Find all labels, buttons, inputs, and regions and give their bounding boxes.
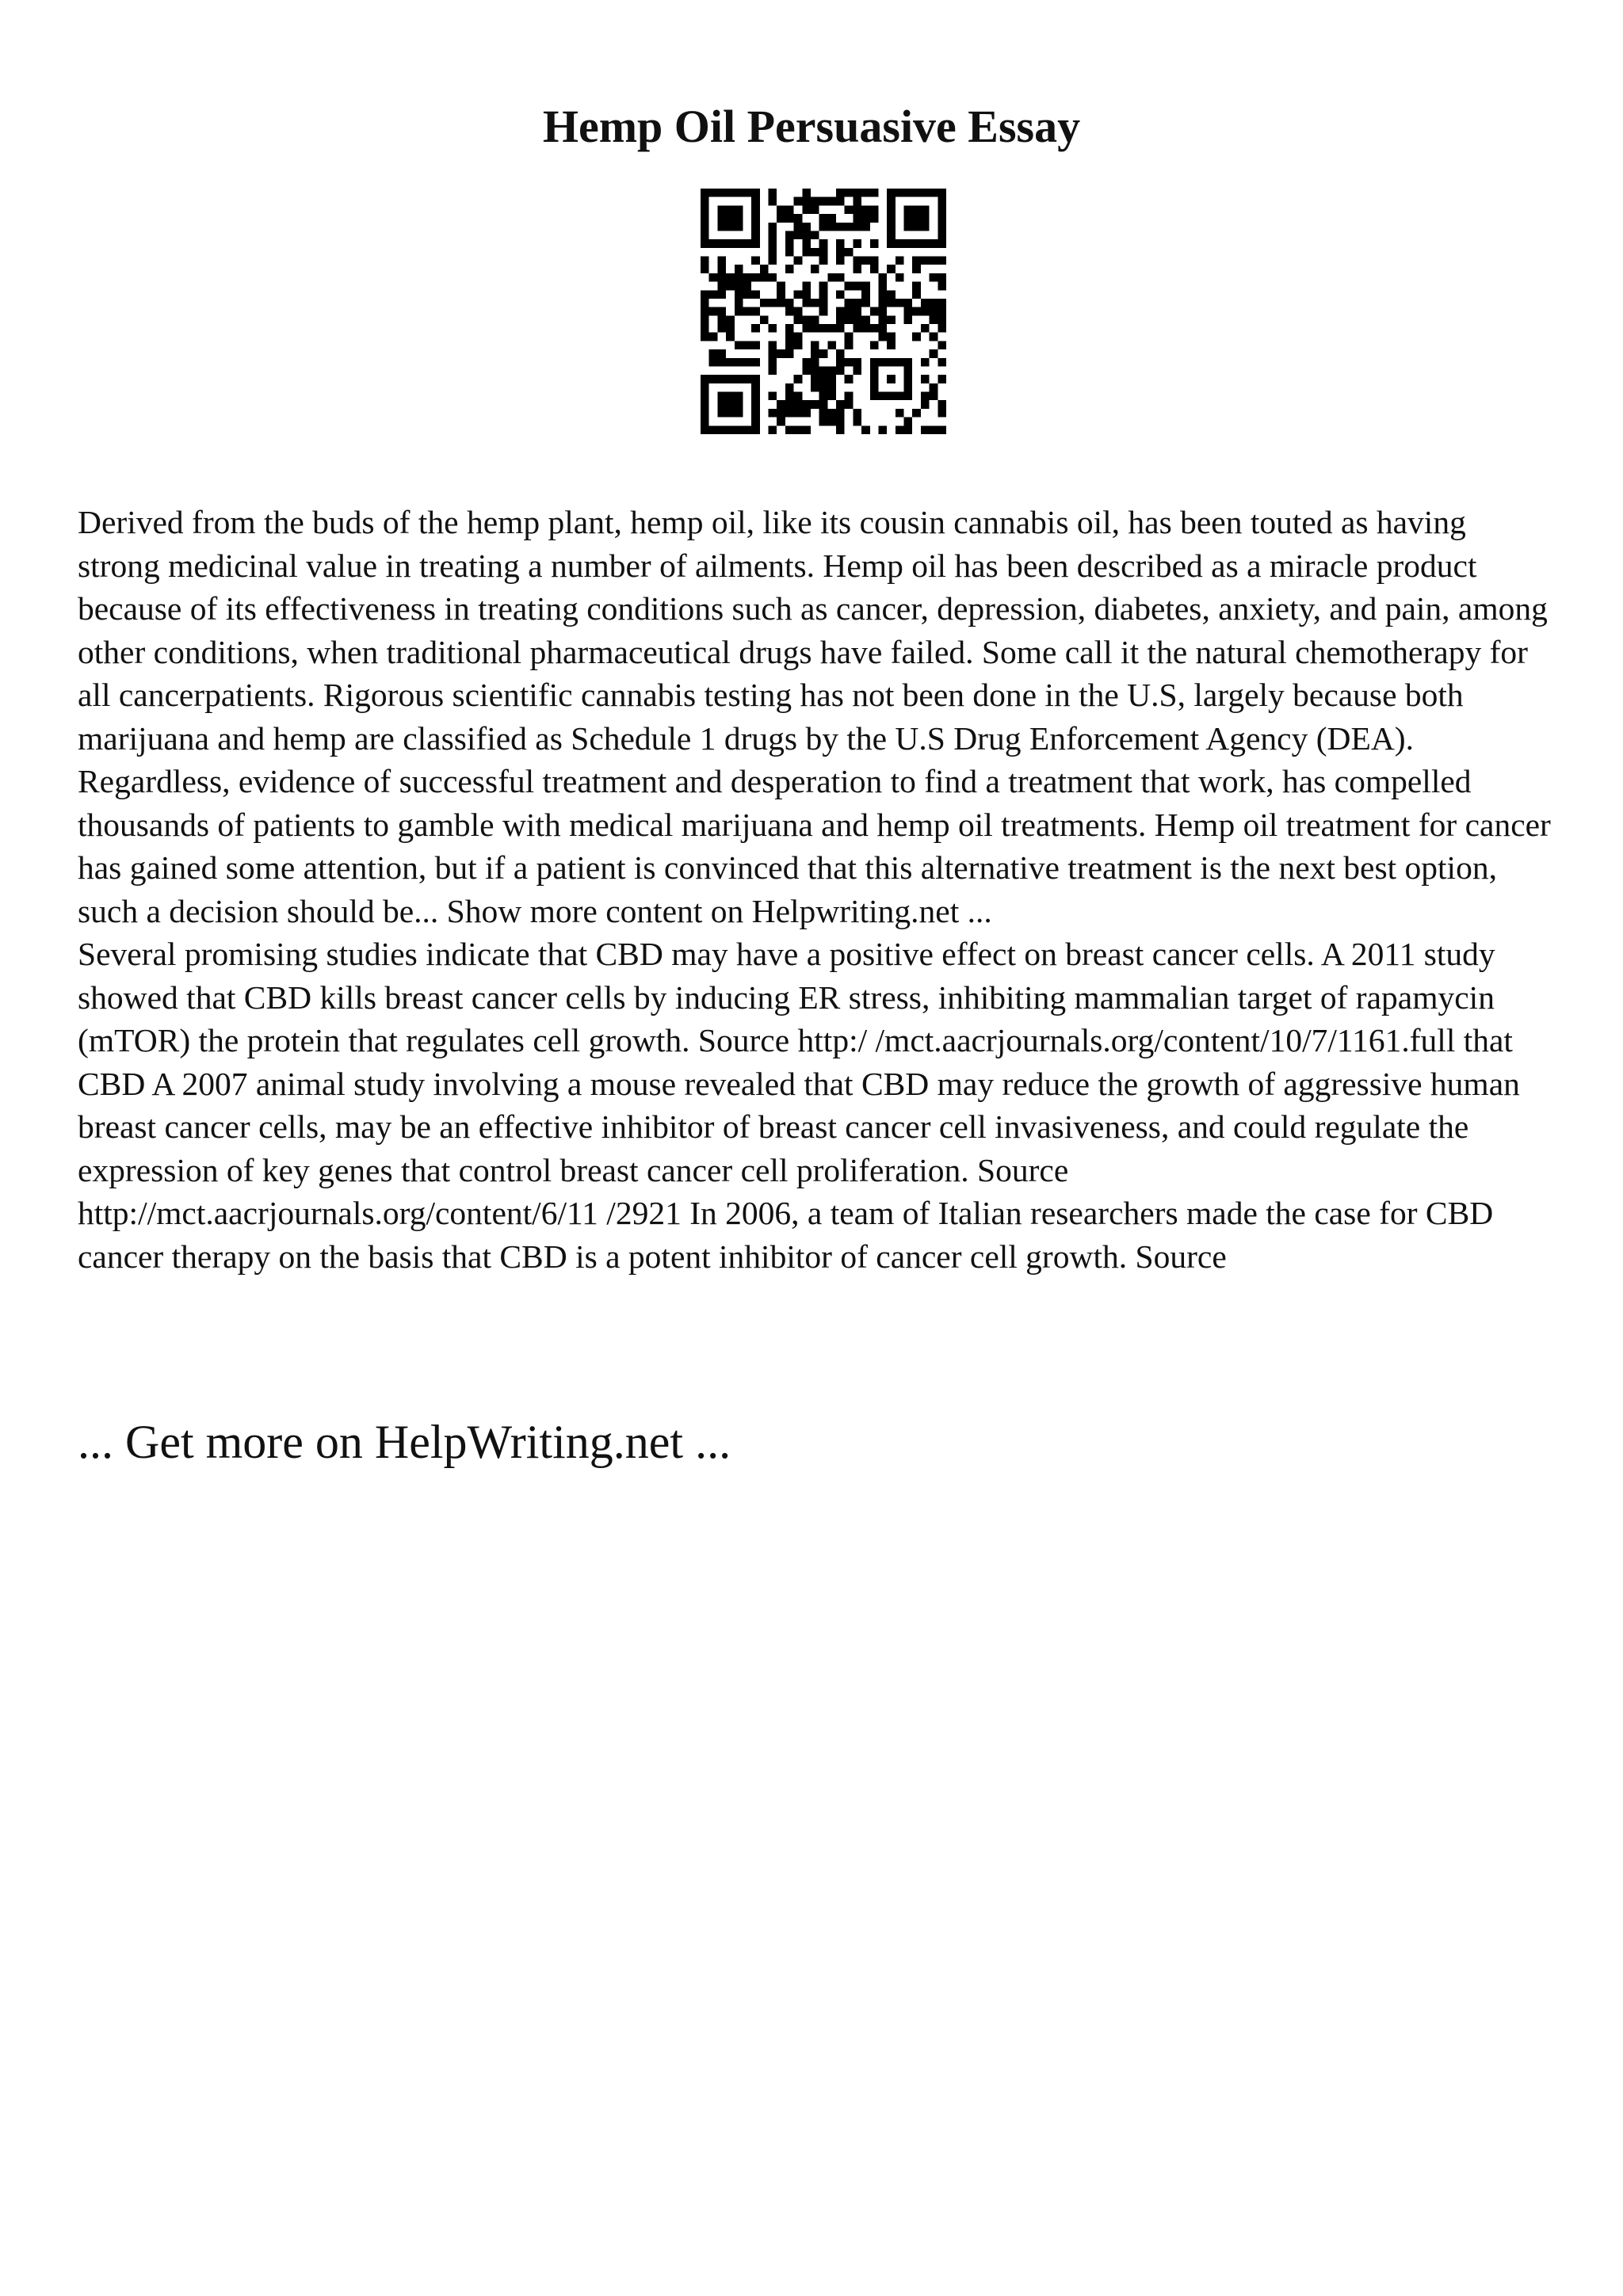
essay-paragraph-2: Several promising studies indicate that CBD may have a positive effect on breast cancer cells. A 2011 study showed that CBD kills breast cancer cells by inducing ER stress, inhibiting mammalian target of rapamycin (mTOR) the protein that regulates cell growth. Source http:/ /mct.aacrjournals.org/content/10/7/1161.full that CBD A 2007 animal study involving a mouse revealed that CBD may reduce the growth of aggressive human breast cancer cells, may be an effective inhibitor of breast cancer cell invasiveness, and could regulate the expression of key genes that control breast cancer cell proliferation. Source http://mct.aacrjournals.org/content/6/11 /2921 In 2006, a team of Italian researchers made the case for CBD cancer therapy on the basis that CBD is a potent inhibitor of cancer cell growth. Source [78,936,1520,1275]
essay-body [78,501,1553,1278]
document-title: Hemp Oil Persuasive Essay [542,101,1081,152]
essay-paragraph-1: Derived from the buds of the hemp plant, hemp oil, like its cousin cannabis oil, has been touted as having strong medicinal value in treating a number of ailments. Hemp oil has been described as a miracle product because of its effectiveness in treating conditions such as cancer, depression, diabetes, anxiety, and pain, among other conditions, when traditional pharmaceutical drugs have failed. Some call it the natural chemotherapy for all cancerpatients. Rigorous scientific cannabis testing has not been done in the U.S, largely because both marijuana and hemp are classified as Schedule 1 drugs by the U.S Drug Enforcement Agency (DEA). Regardless, evidence of successful treatment and desperation to find a treatment that work, has compelled thousands of patients to gamble with medical marijuana and hemp oil treatments. Hemp oil treatment for cancer has gained some attention, but if a patient is convinced that this alternative treatment is the next best option, such a decision should be... Show more content on Helpwriting.net ... [78,504,1551,929]
qr-code-icon [701,189,946,434]
get-more-link[interactable]: ... Get more on HelpWriting.net ... [78,1416,731,1468]
qr-code-graphic [701,189,946,434]
